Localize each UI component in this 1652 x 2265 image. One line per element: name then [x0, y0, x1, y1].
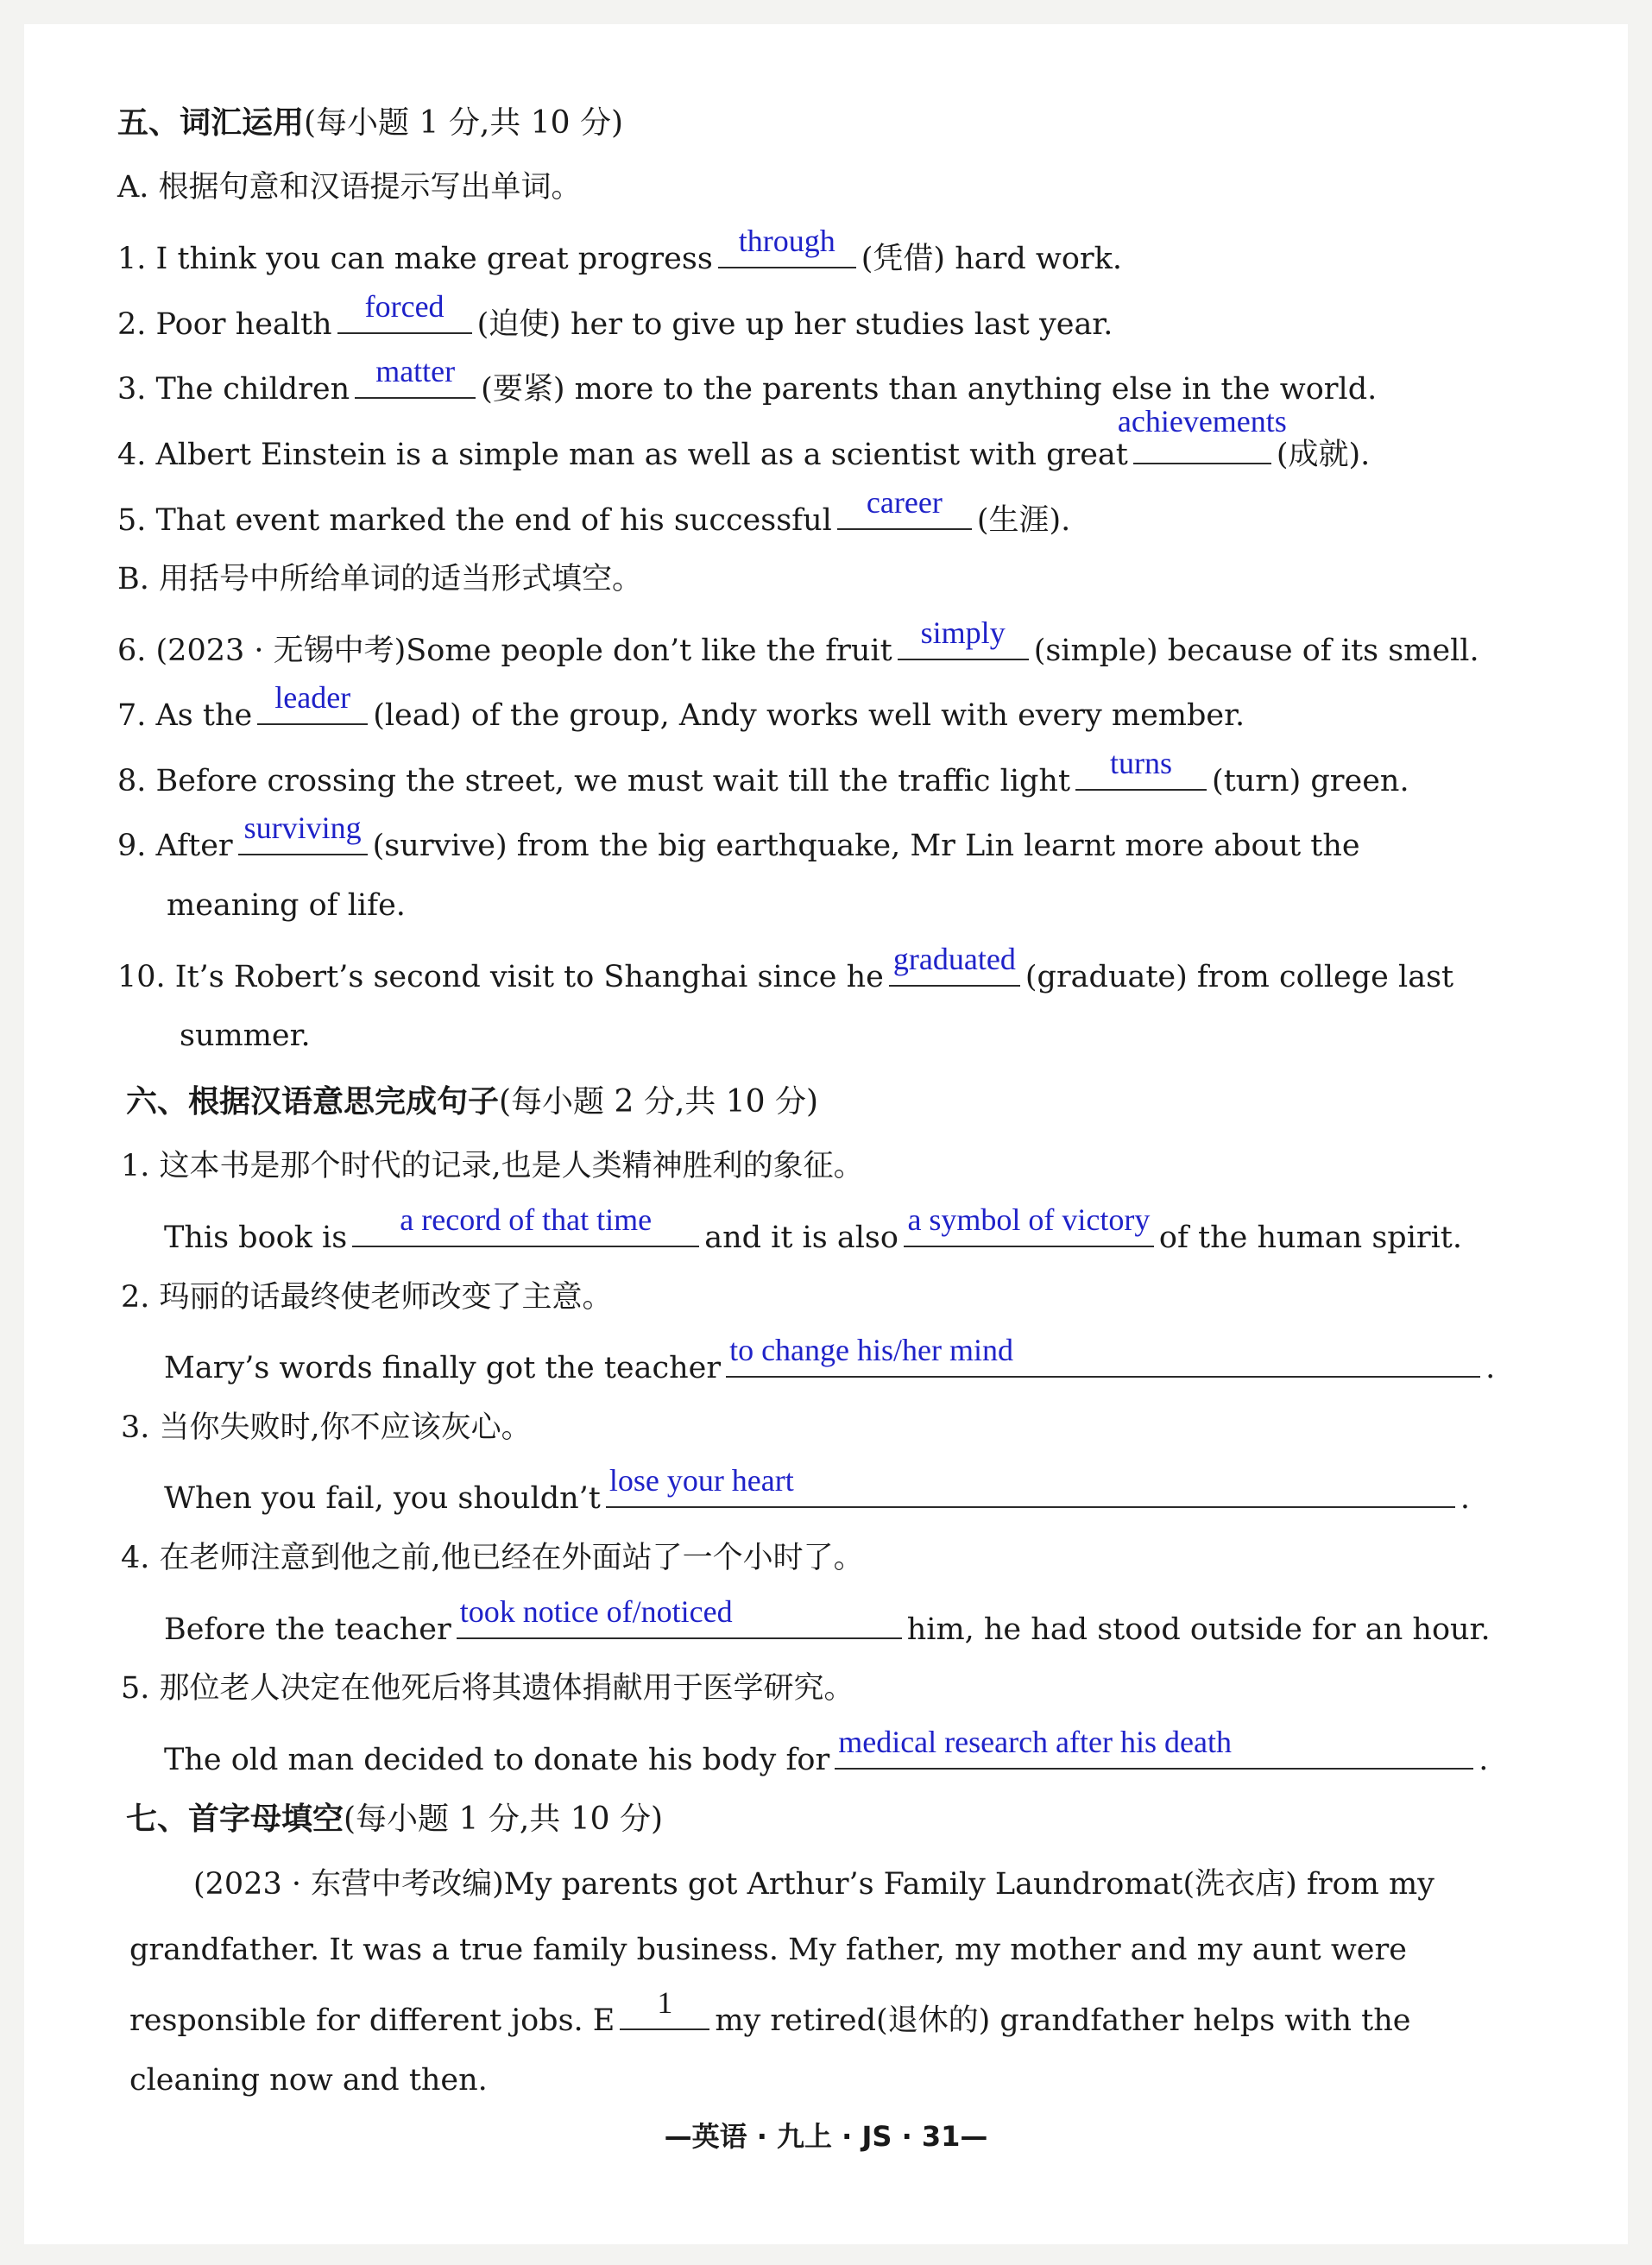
- vocab-item-4: 4. Albert Einstein is a simple man as well as a scientist with great achievements (成就).: [117, 404, 1371, 472]
- vocab-item-5: 5. That event marked the end of his successful career (生涯).: [117, 485, 1071, 538]
- translation-item-2-chinese: 2. 玛丽的话最终使老师改变了主意。: [121, 1280, 613, 1315]
- answer-blank: a symbol of victory: [904, 1211, 1154, 1247]
- section-7-title: [126, 1798, 663, 1839]
- answer-blank: achievements: [1133, 428, 1271, 464]
- answer-blank: to change his/her mind: [726, 1341, 1480, 1378]
- vocab-item-2: 2. Poor health forced (迫使) her to give up her studies last year.: [117, 289, 1113, 342]
- section-7-points: (每小题 1 分,共 10 分): [344, 1801, 664, 1837]
- answer-blank: a record of that time: [352, 1211, 699, 1247]
- answer-blank: graduated: [889, 950, 1020, 987]
- section-5-points: (每小题 1 分,共 10 分): [304, 105, 624, 141]
- translation-item-1-chinese: 1. 这本书是那个时代的记录,也是人类精神胜利的象征。: [121, 1149, 864, 1183]
- answer-blank: simply: [898, 624, 1029, 660]
- answer-blank: surviving: [238, 819, 368, 855]
- answer-blank: through: [718, 232, 856, 268]
- section-5-heading: 五、词汇运用: [117, 104, 305, 141]
- page-footer: —英语 · 九上 · JS · 31—: [664, 2120, 988, 2153]
- passage-line-3: responsible for different jobs. E 1 my retired(退休的) grandfather helps with the: [129, 1985, 1411, 2038]
- translation-item-4-chinese: 4. 在老师注意到他之前,他已经在外面站了一个小时了。: [121, 1541, 864, 1575]
- answer-blank: leader: [257, 689, 368, 725]
- section-7-heading: 七、首字母填空: [126, 1801, 344, 1837]
- passage-line-2: grandfather. It was a true family business. My father, my mother and my aunt were: [129, 1933, 1407, 1967]
- part-b-instruction: B. 用括号中所给单词的适当形式填空。: [117, 562, 642, 596]
- translation-item-1: This book is a record of that time and it is also a symbol of victory of the human spirit.: [164, 1202, 1462, 1255]
- vocab-item-1: 1. I think you can make great progress through (凭借) hard work.: [117, 224, 1122, 276]
- translation-item-4: Before the teacher took notice of/noticed him, he had stood outside for an hour.: [164, 1594, 1491, 1647]
- vocab-item-3: 3. The children matter (要紧) more to the parents than anything else in the world.: [117, 354, 1378, 407]
- vocab-item-9-continued: meaning of life.: [167, 888, 406, 923]
- answer-blank: matter: [355, 363, 476, 399]
- worksheet-page: [24, 24, 1628, 2244]
- vocab-item-7: 7. As the leader (lead) of the group, Andy works well with every member.: [117, 680, 1245, 733]
- answer-blank: took notice of/noticed: [457, 1603, 902, 1639]
- answer-blank: medical research after his death: [835, 1733, 1473, 1770]
- translation-item-3-chinese: 3. 当你失败时,你不应该灰心。: [121, 1410, 532, 1445]
- answer-blank: lose your heart: [606, 1472, 1455, 1508]
- passage-line-4: cleaning now and then.: [129, 2063, 488, 2098]
- part-a-instruction: A. 根据句意和汉语提示写出单词。: [117, 170, 582, 205]
- answer-blank: career: [837, 494, 972, 530]
- vocab-item-9: 9. After surviving (survive) from the big earthquake, Mr Lin learnt more about the: [117, 811, 1360, 863]
- section-6-points: (每小题 2 分,共 10 分): [499, 1084, 819, 1120]
- section-5-title: [117, 102, 623, 143]
- translation-item-5: The old man decided to donate his body for medical research after his death .: [164, 1725, 1489, 1777]
- vocab-item-10-continued: summer.: [180, 1019, 311, 1053]
- section-6-title: [126, 1081, 818, 1122]
- vocab-item-8: 8. Before crossing the street, we must wait till the traffic light turns (turn) green.: [117, 746, 1409, 798]
- answer-blank: forced: [337, 298, 472, 334]
- answer-blank: turns: [1075, 754, 1207, 791]
- translation-item-3: When you fail, you shouldn’t lose your heart .: [164, 1463, 1470, 1516]
- vocab-item-6: 6. (2023 · 无锡中考)Some people don’t like the fruit simply (simple) because of its smell.: [117, 615, 1479, 668]
- vocab-item-10: 10. It’s Robert’s second visit to Shanghai since he graduated (graduate) from college last: [117, 942, 1454, 994]
- translation-item-5-chinese: 5. 那位老人决定在他死后将其遗体捐献用于医学研究。: [121, 1671, 854, 1706]
- section-6-heading: 六、根据汉语意思完成句子: [126, 1083, 500, 1120]
- translation-item-2: Mary’s words finally got the teacher to change his/her mind .: [164, 1333, 1496, 1385]
- blank-1: 1: [620, 1994, 709, 2030]
- passage-line-1: (2023 · 东营中考改编)My parents got Arthur’s Family Laundromat(洗衣店) from my: [193, 1867, 1434, 1902]
